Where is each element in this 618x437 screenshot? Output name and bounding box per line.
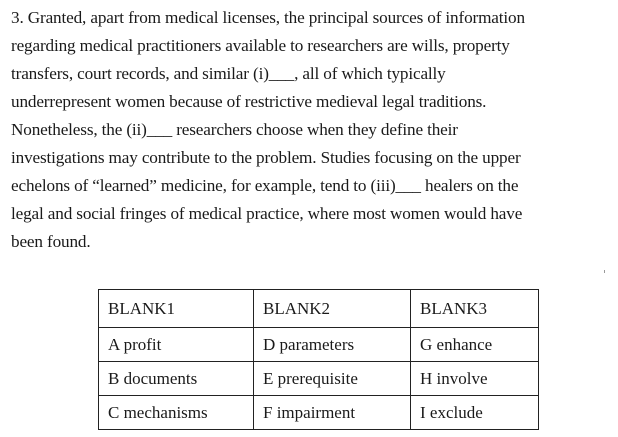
table-row [99,396,539,430]
header-blank3: BLANK3 [411,290,539,328]
choice-cell[interactable]: C mechanisms [99,396,254,430]
table-header-row [99,290,539,328]
choice-cell[interactable]: F impairment [254,396,411,430]
question-line: regarding medical practitioners available to researchers are wills, property [11,36,510,55]
question-line: Nonetheless, the (ii)___ researchers choose when they define their [11,120,458,139]
question-line: transfers, court records, and similar (i)___, all of which typically [11,64,446,83]
question-line: echelons of “learned” medicine, for example, tend to (iii)___ healers on the [11,176,519,195]
choice-cell[interactable]: G enhance [411,328,539,362]
table-row [99,362,539,396]
choice-cell[interactable]: A profit [99,328,254,362]
question-line: legal and social fringes of medical practice, where most women would have [11,204,523,223]
question-line: 3. Granted, apart from medical licenses, the principal sources of information [11,8,525,27]
choice-cell[interactable]: D parameters [254,328,411,362]
scan-speck [604,270,605,273]
header-blank1: BLANK1 [99,290,254,328]
choice-cell[interactable]: B documents [99,362,254,396]
question-line: been found. [11,232,91,251]
choice-cell[interactable]: H involve [411,362,539,396]
question-text [11,4,615,256]
choice-cell[interactable]: E prerequisite [254,362,411,396]
question-line: underrepresent women because of restrictive medieval legal traditions. [11,92,487,111]
header-blank2: BLANK2 [254,290,411,328]
answer-choices-table [98,289,539,430]
table-row [99,328,539,362]
choice-cell[interactable]: I exclude [411,396,539,430]
question-line: investigations may contribute to the problem. Studies focusing on the upper [11,148,521,167]
